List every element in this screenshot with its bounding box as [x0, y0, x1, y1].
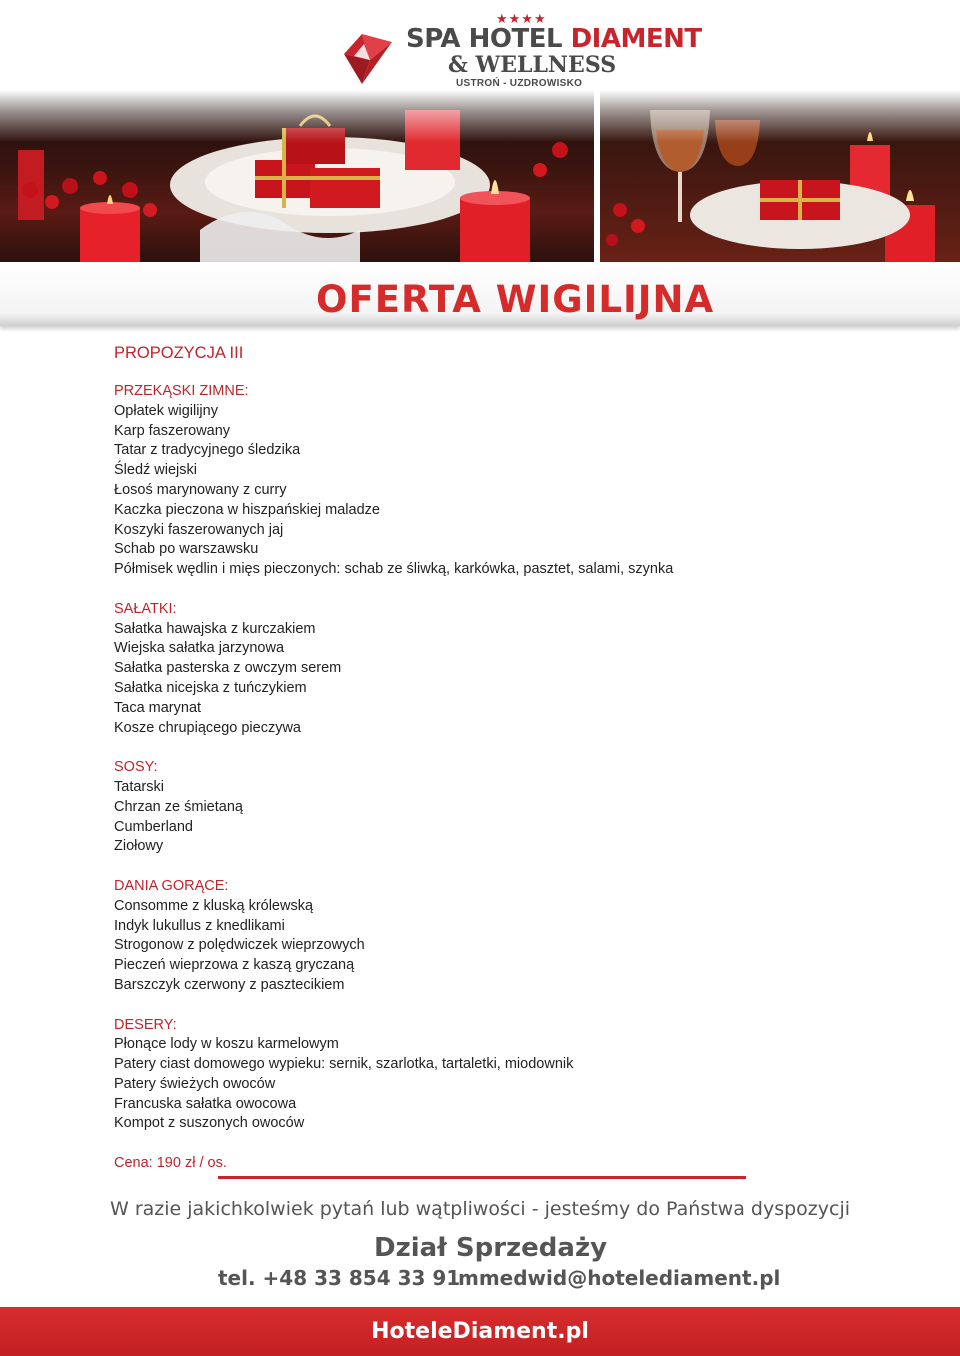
offer-title-bar — [0, 262, 960, 326]
menu-item: Francuska sałatka owocowa — [114, 1095, 297, 1112]
logo-spa: SPA — [406, 24, 461, 54]
menu-item: Chrzan ze śmietaną — [114, 798, 243, 815]
christmas-table-photo-left — [0, 90, 594, 265]
diamond-logo-icon — [340, 30, 400, 86]
menu-section — [114, 758, 874, 857]
menu-item: Karp faszerowany — [114, 422, 231, 439]
menu-item: Strogonow z polędwiczek wieprzowych — [114, 937, 365, 954]
menu-item: Consomme z kluską królewską — [114, 897, 314, 914]
menu-item: Taca marynat — [114, 699, 202, 716]
table-scene-illustration — [0, 90, 594, 265]
menu-item: Sałatka nicejska z tuńczykiem — [114, 679, 307, 696]
email-link[interactable]: mmedwid@hotelediament.pl — [458, 1266, 781, 1290]
sales-department-heading: Dział Sprzedaży — [374, 1233, 608, 1263]
footer-divider — [218, 1176, 746, 1179]
menu-item: Tatarski — [114, 778, 164, 795]
christmas-table-photo-right — [600, 90, 960, 265]
menu-section — [114, 877, 874, 996]
menu-item: Indyk lukullus z knedlikami — [114, 917, 285, 934]
menu-item: Kosze chrupiącego pieczywa — [114, 719, 301, 736]
menu-item: Sałatka pasterska z owczym serem — [114, 660, 342, 677]
section-title: SAŁATKI: — [114, 600, 177, 617]
menu-section — [114, 600, 874, 739]
proposal-heading: PROPOZYCJA III — [114, 344, 244, 362]
menu-section — [114, 1016, 874, 1135]
menu-item: Pieczeń wieprzowa z kaszą gryczaną — [114, 957, 355, 974]
menu-item: Cumberland — [114, 818, 193, 835]
menu-item: Łosoś marynowany z curry — [114, 481, 287, 498]
menu-item: Wiejska sałatka jarzynowa — [114, 640, 285, 657]
menu-item: Barszczyk czerwony z pasztecikiem — [114, 976, 345, 993]
table-scene-illustration-right — [600, 90, 960, 265]
menu-content — [114, 342, 874, 1174]
footer-contact-note: W razie jakichkolwiek pytań lub wątpliwości - jesteśmy do Państwa dyspozycji — [110, 1198, 850, 1220]
website-link[interactable]: HoteleDiament.pl — [371, 1319, 589, 1344]
menu-item: Ziołowy — [114, 838, 164, 855]
menu-item: Sałatka hawajska z kurczakiem — [114, 620, 316, 637]
hotel-logo — [340, 12, 702, 92]
phone-number[interactable]: tel. +48 33 854 33 91 — [218, 1266, 461, 1290]
logo-diamant: DIAMENT — [570, 24, 702, 54]
page-title: OFERTA WIGILIJNA — [316, 278, 715, 321]
menu-item: Patery świeżych owoców — [114, 1075, 276, 1092]
section-title: PRZEKĄSKI ZIMNE: — [114, 383, 249, 399]
menu-item: Śledź wiejski — [114, 462, 197, 479]
menu-sections — [114, 382, 874, 1134]
menu-item: Tatar z tradycyjnego śledzika — [114, 442, 301, 459]
menu-item: Półmisek wędlin i mięs pieczonych: schab ze śliwką, karkówka, pasztet, salami, szynka — [114, 561, 674, 578]
section-title: DANIA GORĄCE: — [114, 877, 229, 894]
menu-section — [114, 382, 874, 580]
menu-item: Opłatek wigilijny — [114, 402, 218, 419]
christmas-photo-banner — [0, 90, 960, 265]
menu-item: Płonące lody w koszu karmelowym — [114, 1036, 339, 1053]
menu-item: Schab po warszawsku — [114, 541, 259, 558]
menu-item: Patery ciast domowego wypieku: sernik, szarlotka, tartaletki, miodownik — [114, 1056, 574, 1073]
bottom-brand-bar — [0, 1307, 960, 1356]
menu-item: Koszyki faszerowanych jaj — [114, 521, 284, 538]
logo-wordmark — [406, 24, 702, 54]
price-line: Cena: 190 zł / os. — [114, 1155, 227, 1172]
section-title: DESERY: — [114, 1016, 177, 1033]
section-title: SOSY: — [114, 759, 158, 776]
menu-item: Kaczka pieczona w hiszpańskiej maladze — [114, 501, 380, 518]
logo-location: USTROŃ - UZDROWISKO — [456, 78, 583, 89]
rating-stars: ★★★★ — [496, 12, 547, 27]
menu-item: Kompot z suszonych owoców — [114, 1115, 305, 1132]
logo-wellness: & WELLNESS — [448, 52, 617, 78]
logo-hotel: HOTEL — [468, 24, 563, 54]
